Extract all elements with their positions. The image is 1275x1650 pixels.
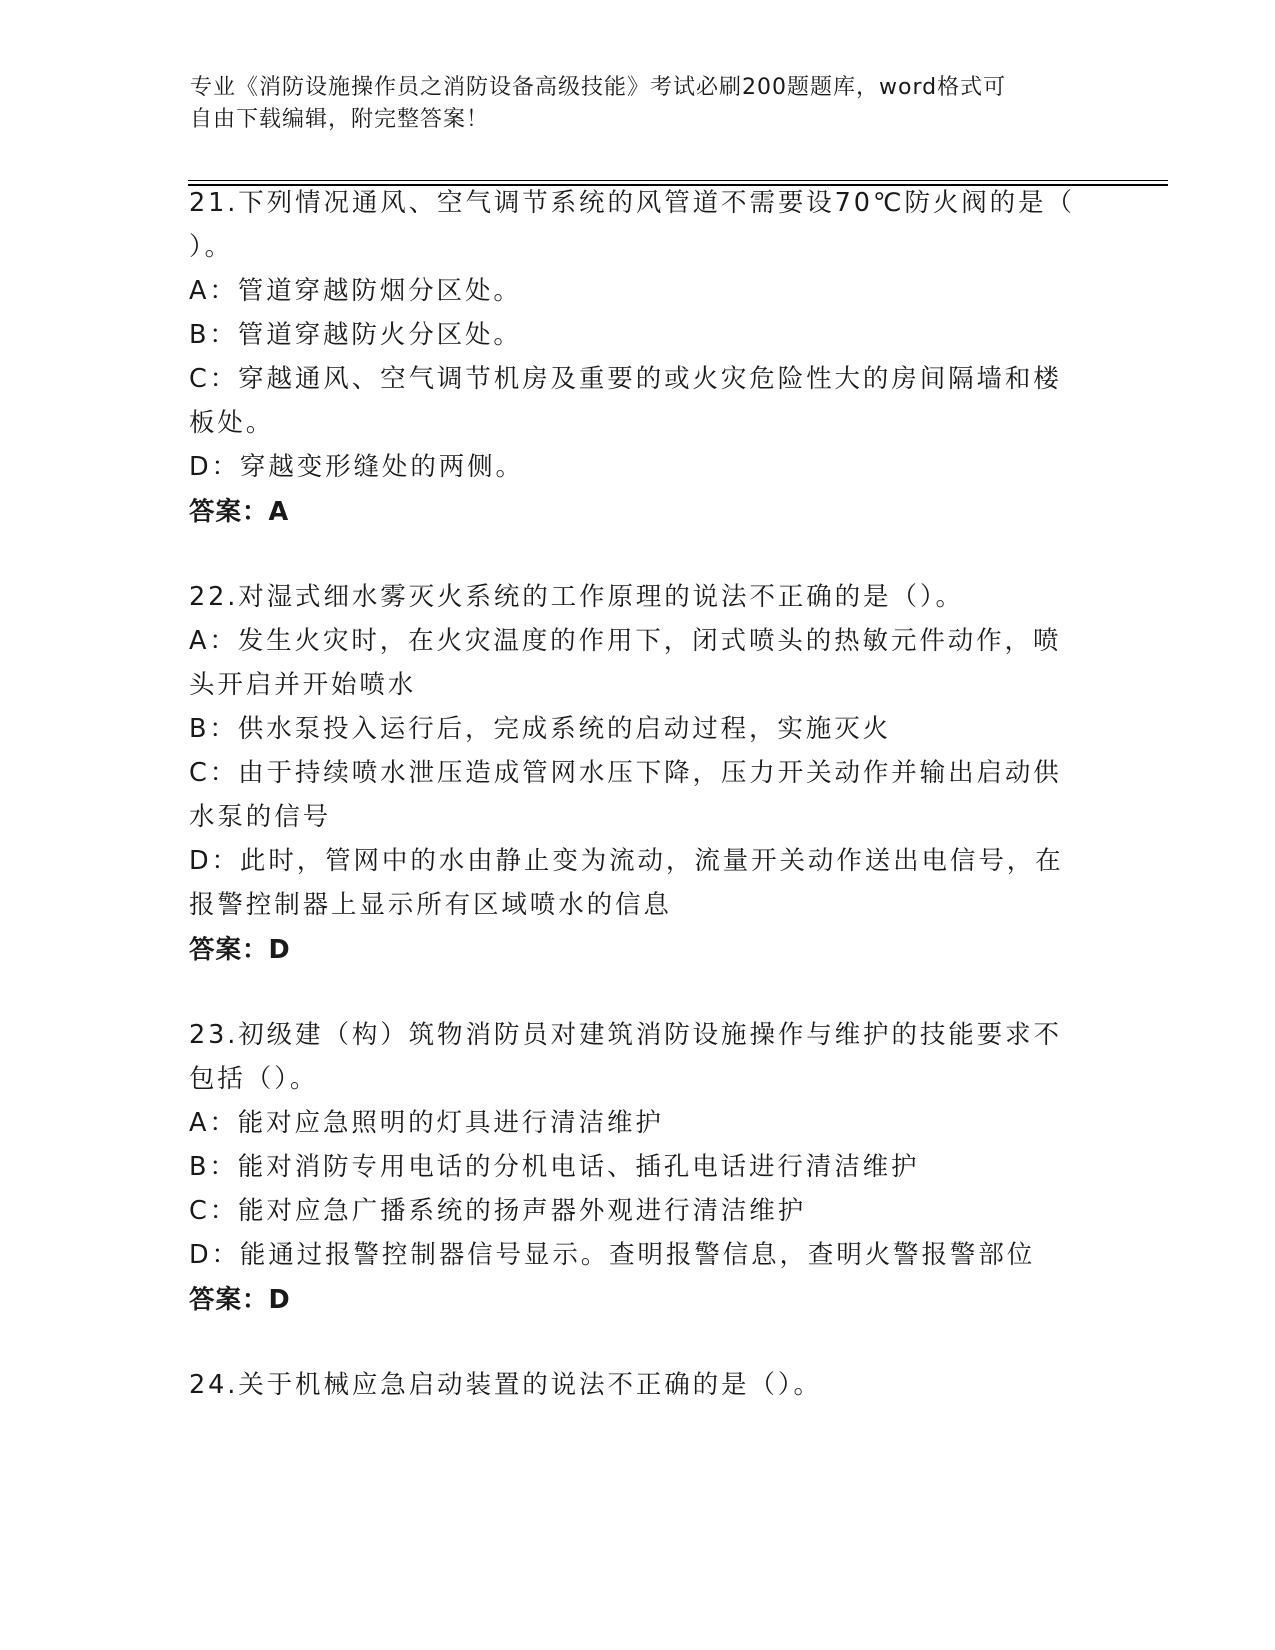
question-21-option-c-line-1: C：穿越通风、空气调节机房及重要的或火灾危险性大的房间隔墙和楼 xyxy=(189,364,1062,394)
question-22-option-c-line-1: C：由于持续喷水泄压造成管网水压下降，压力开关动作并输出启动供 xyxy=(189,758,1062,788)
question-22-option-b: B：供水泵投入运行后，完成系统的启动过程，实施灭火 xyxy=(189,714,891,744)
question-22-option-c-line-2: 水泵的信号 xyxy=(189,802,332,832)
question-21-option-d: D：穿越变形缝处的两侧。 xyxy=(189,452,524,482)
question-22-option-d-line-2: 报警控制器上显示所有区域喷水的信息 xyxy=(189,890,672,920)
question-21-answer: 答案：A xyxy=(189,497,290,527)
question-22-stem: 22.对湿式细水雾灭火系统的工作原理的说法不正确的是（）。 xyxy=(189,582,964,612)
header-divider-thick xyxy=(188,184,1168,186)
question-22-option-a-line-2: 头开启并开始喷水 xyxy=(189,670,417,700)
question-22-answer: 答案：D xyxy=(189,935,291,965)
question-23-option-a: A：能对应急照明的灯具进行清洁维护 xyxy=(189,1108,664,1138)
question-22-option-d-line-1: D：此时，管网中的水由静止变为流动，流量开关动作送出电信号，在 xyxy=(189,846,1064,876)
question-23-option-c: C：能对应急广播系统的扬声器外观进行清洁维护 xyxy=(189,1196,807,1226)
question-23-stem-line-2: 包括（）。 xyxy=(189,1064,319,1094)
question-21-stem-line-2: ）。 xyxy=(189,232,234,262)
document-header xyxy=(190,72,1090,136)
question-24-stem: 24.关于机械应急启动装置的说法不正确的是（）。 xyxy=(189,1370,822,1400)
header-divider-thin xyxy=(188,180,1168,181)
question-21-option-b: B：管道穿越防火分区处。 xyxy=(189,320,522,350)
header-line-1: 专业《消防设施操作员之消防设备高级技能》考试必刷200题题库，word格式可 xyxy=(190,75,1007,100)
question-21-option-c-line-2: 板处。 xyxy=(189,408,275,438)
question-22-option-a-line-1: A：发生火灾时，在火灾温度的作用下，闭式喷头的热敏元件动作，喷 xyxy=(189,626,1062,656)
question-21-stem-line-1: 21.下列情况通风、空气调节系统的风管道不需要设70℃防火阀的是（ xyxy=(189,188,1075,218)
question-21-option-a: A：管道穿越防烟分区处。 xyxy=(189,276,522,306)
question-23-stem-line-1: 23.初级建（构）筑物消防员对建筑消防设施操作与维护的技能要求不 xyxy=(189,1020,1062,1050)
question-23-option-b: B：能对消防专用电话的分机电话、插孔电话进行清洁维护 xyxy=(189,1152,920,1182)
question-23-answer: 答案：D xyxy=(189,1285,291,1315)
question-23-option-d: D：能通过报警控制器信号显示。查明报警信息，查明火警报警部位 xyxy=(189,1240,1036,1270)
header-line-2: 自由下载编辑，附完整答案！ xyxy=(190,107,490,132)
